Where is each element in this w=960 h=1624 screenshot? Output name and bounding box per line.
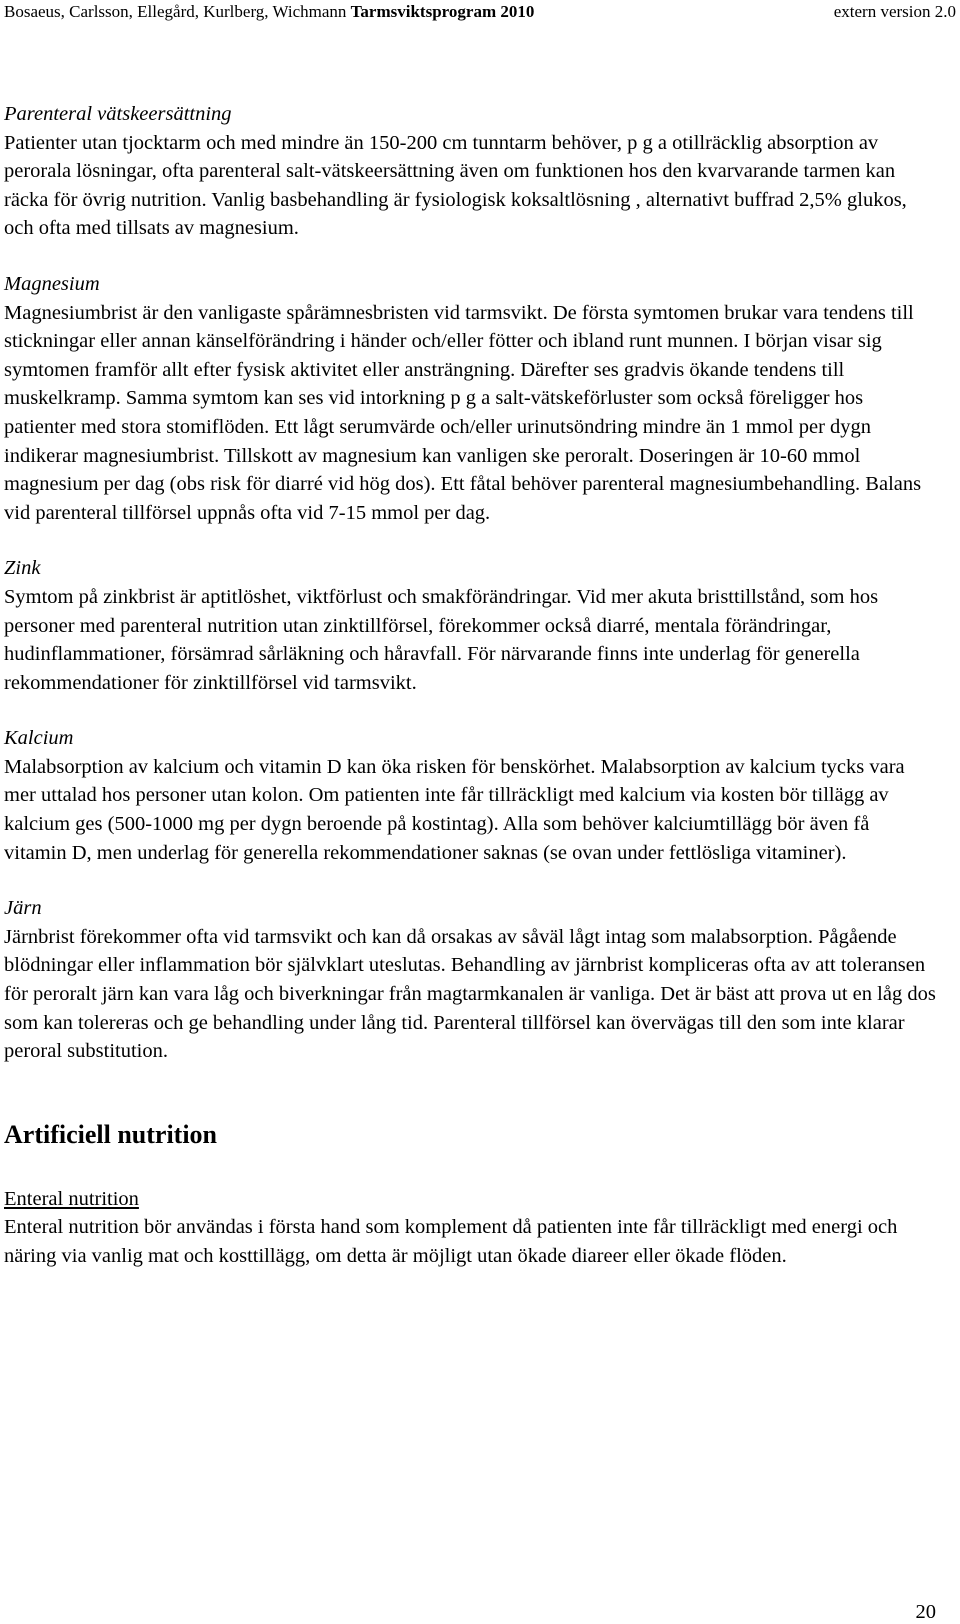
header-authors: Bosaeus, Carlsson, Ellegård, Kurlberg, Wichmann bbox=[4, 2, 347, 21]
section-heading-magnesium: Magnesium bbox=[4, 272, 100, 295]
heading-spacer bbox=[4, 1151, 936, 1185]
section-body-enteral: Enteral nutrition bör användas i första hand som komplement då patienten inte får tillräckligt med energi och näring via vanlig mat och kosttillägg, om detta är möjligt utan ökade diareer eller ökade flöden. bbox=[4, 1216, 898, 1267]
section-heading-enteral: Enteral nutrition bbox=[4, 1187, 139, 1210]
header-left bbox=[4, 0, 534, 24]
page-number: 20 bbox=[915, 1601, 936, 1623]
main-heading-artificial-nutrition: Artificiell nutrition bbox=[4, 1119, 218, 1149]
section-parenteral bbox=[4, 100, 936, 243]
header-program: Tarmsviktsprogram 2010 bbox=[350, 2, 535, 21]
section-zink bbox=[4, 554, 936, 697]
section-heading-zink: Zink bbox=[4, 557, 41, 580]
page-header bbox=[4, 0, 956, 24]
section-kalcium bbox=[4, 724, 936, 867]
section-body-parenteral: Patienter utan tjocktarm och med mindre än 150-200 cm tunntarm behöver, p g a otillräcklig absorption av perorala lösningar, ofta parenteral salt-vätskeersättning även om funktionen hos den kvarvarande tarmen kan räcka för övrig nutrition. Vanlig basbehandling är fysiologisk koksaltlösning , alternativt buffrad 2,5% glukos, och ofta med tillsats av magnesium. bbox=[4, 131, 907, 240]
section-body-kalcium: Malabsorption av kalcium och vitamin D kan öka risken för benskörhet. Malabsorption av kalcium tycks vara mer uttalad hos personer utan kolon. Om patienten inte får tillräckligt med kalcium via kosten bör tillägg av kalcium ges (500-1000 mg per dygn beroende på kostintag). Alla som behöver kalciumtillägg bör även få vitamin D, men underlag för generella rekommendationer saknas (se ovan under fettlösliga vitaminer). bbox=[4, 755, 905, 864]
section-body-zink: Symtom på zinkbrist är aptitlöshet, viktförlust och smakförändringar. Vid mer akuta bristtillstånd, som hos personer med parenteral nutrition utan zinktillförsel, förekommer också diarré, mentala förändringar, hudinflammationer, försämrad sårläkning och håravfall. För närvarande finns inte underlag för generella rekommendationer för zinktillförsel vid tarmsvikt. bbox=[4, 585, 879, 694]
section-body-magnesium: Magnesiumbrist är den vanligaste spårämnesbristen vid tarmsvikt. De första symtomen brukar vara tendens till stickningar eller annan känselförändring i händer och/eller fötter och ibland runt munnen. I början visar sig symtomen framför allt efter fysisk aktivitet eller ansträngning. Därefter ses gradvis ökande tendens till muskelkramp. Samma symtom kan ses vid intorkning p g a salt-vätskeförluster som också föreligger hos patienter med stora stomiflöden. Ett lågt serumvärde och/eller urinutsöndring mindre än 1 mmol per dygn indikerar magnesiumbrist. Tillskott av magnesium kan vanligen ske peroralt. Doseringen är 10-60 mmol magnesium per dag (obs risk för diarré vid hög dos). Ett fåtal behöver parenteral magnesiumbehandling. Balans vid parenteral tillförsel uppnås ofta vid 7-15 mmol per dag. bbox=[4, 301, 922, 524]
header-version: extern version 2.0 bbox=[833, 2, 956, 21]
section-enteral bbox=[4, 1185, 936, 1271]
section-heading-jarn: Järn bbox=[4, 897, 42, 920]
section-heading-kalcium: Kalcium bbox=[4, 727, 74, 750]
section-body-jarn: Järnbrist förekommer ofta vid tarmsvikt och kan då orsakas av såväl lågt intag som malabsorption. Pågående blödningar eller inflammation bör självklart uteslutas. Behandling av järnbrist kompliceras ofta av att toleransen för peroralt järn kan vara låg och biverkningar från magtarmkanalen är vanliga. Det är bäst att prova ut en låg dos som kan tolereras och ge behandling under lång tid. Parenteral tillförsel kan övervägas till den som inte klarar peroral substitution. bbox=[4, 925, 936, 1063]
section-heading-parenteral: Parenteral vätskeersättning bbox=[4, 103, 232, 125]
document-body bbox=[4, 100, 936, 1271]
section-magnesium bbox=[4, 270, 936, 527]
section-jarn bbox=[4, 894, 936, 1066]
section-spacer bbox=[4, 1066, 936, 1119]
